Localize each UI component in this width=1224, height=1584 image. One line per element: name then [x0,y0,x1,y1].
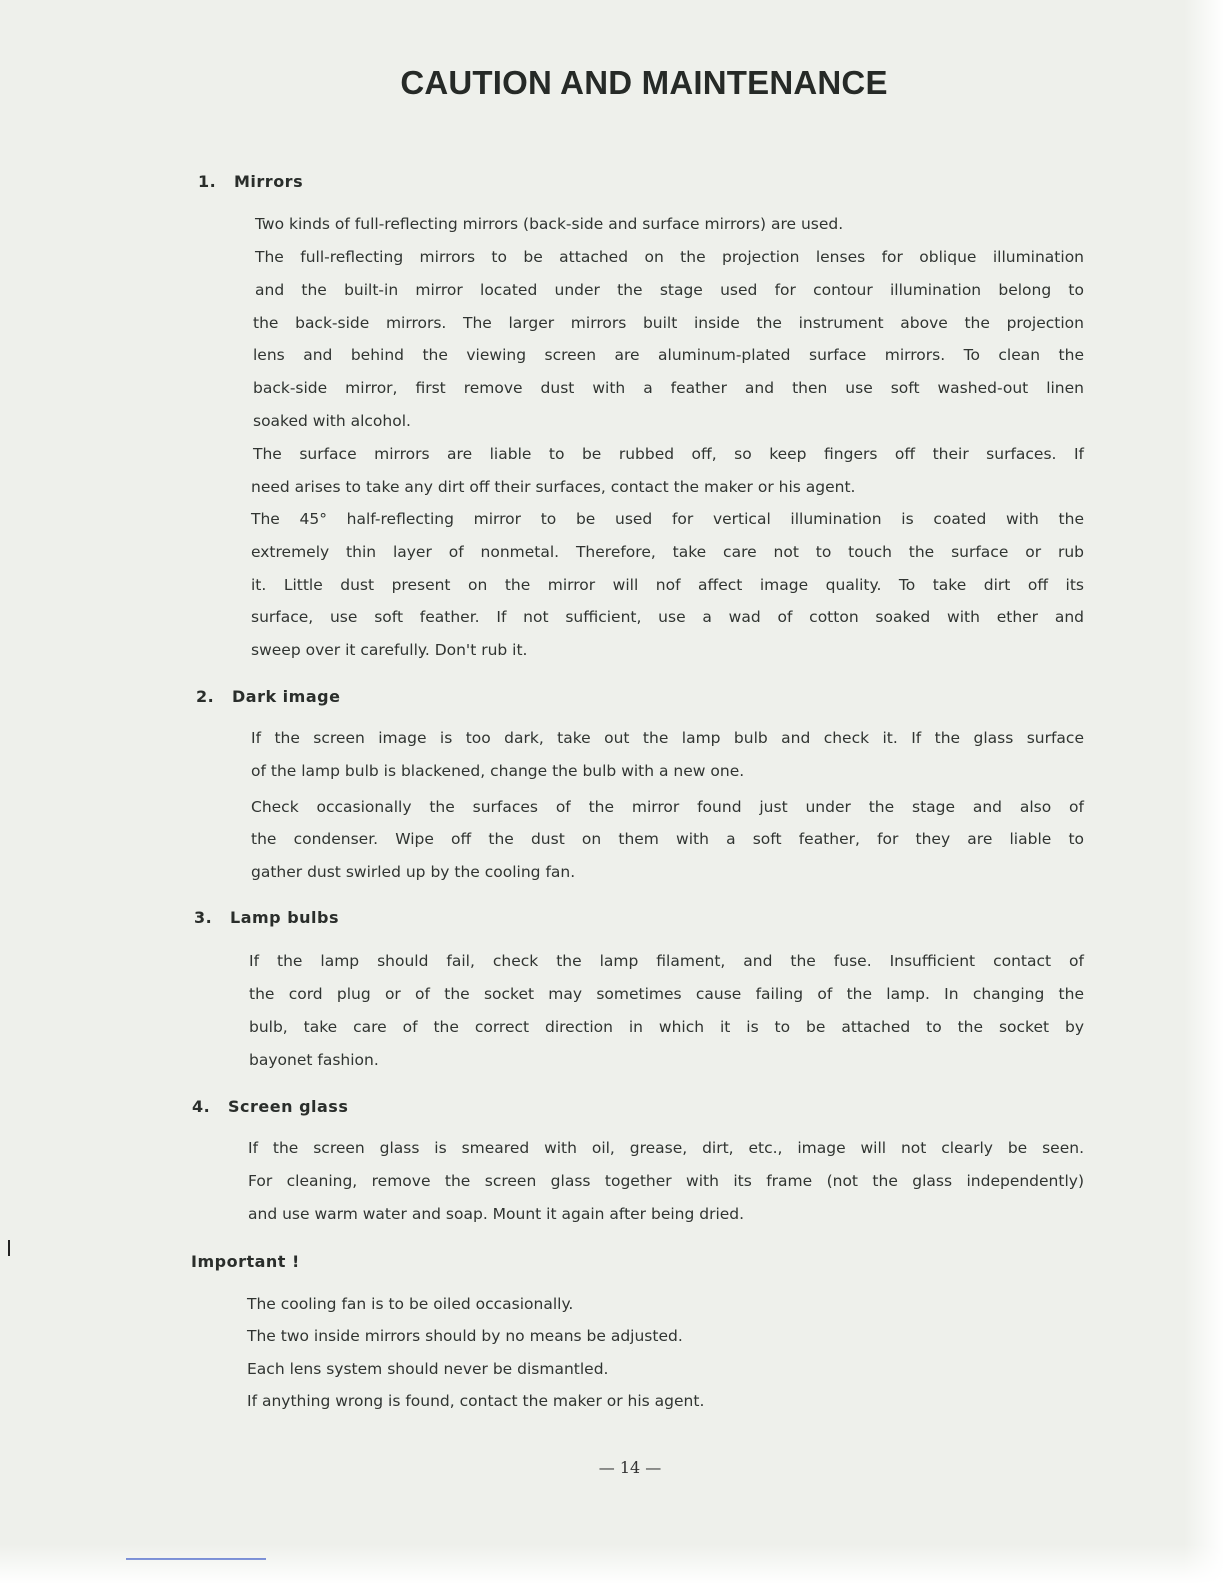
important-line: If anything wrong is found, contact the maker or his agent. [247,1392,705,1410]
important-line: The two inside mirrors should by no means be adjusted. [247,1327,683,1345]
scan-edge-right [1184,0,1224,1584]
paragraph-line: and use warm water and soap. Mount it again after being dried. [248,1205,745,1223]
section-number: 1. [198,172,217,191]
important-line: The cooling fan is to be oiled occasionally. [247,1295,574,1313]
paragraph-line: of the lamp bulb is blackened, change the bulb with a new one. [251,762,745,780]
section-title: Mirrors [234,172,304,191]
paragraph-line: it. Little dust present on the mirror will nof affect image quality. To take dirt off its [251,576,1084,594]
paragraph-line: The 45° half-reflecting mirror to be used for vertical illumination is coated with the [251,510,1084,528]
paragraph-line: gather dust swirled up by the cooling fan. [251,863,576,881]
section-heading-mirrors [198,172,303,191]
paragraph-line: bulb, take care of the correct direction in which it is to be attached to the socket by [249,1018,1084,1036]
paragraph-line: lens and behind the viewing screen are aluminum-plated surface mirrors. To clean the [253,346,1084,364]
paragraph-line: The surface mirrors are liable to be rubbed off, so keep fingers off their surfaces. If [253,445,1084,463]
paragraph-line: surface, use soft feather. If not sufficient, use a wad of cotton soaked with ether and [251,608,1084,626]
paragraph-line: The full-reflecting mirrors to be attached on the projection lenses for oblique illumination [255,248,1084,266]
paragraph-line: extremely thin layer of nonmetal. Therefore, take care not to touch the surface or rub [251,543,1084,561]
paragraph-line: back-side mirror, first remove dust with a feather and then use soft washed-out linen [253,379,1084,397]
paragraph-line: Two kinds of full-reflecting mirrors (back-side and surface mirrors) are used. [255,215,844,233]
section-heading-lamp-bulbs [194,908,339,927]
scan-edge-bottom [0,1544,1224,1584]
section-number: 3. [194,908,213,927]
paragraph-line: the condenser. Wipe off the dust on them with a soft feather, for they are liable to [251,830,1084,848]
paragraph-line: the back-side mirrors. The larger mirrors built inside the instrument above the projection [253,314,1084,332]
page-title: CAUTION AND MAINTENANCE [400,64,888,101]
paragraph-line: soaked with alcohol. [253,412,411,430]
paragraph-line: sweep over it carefully. Don't rub it. [251,641,528,659]
paragraph-line: If the screen image is too dark, take out the lamp bulb and check it. If the glass surface [251,729,1084,747]
paragraph-line: If the screen glass is smeared with oil, grease, dirt, etc., image will not clearly be seen. [248,1139,1084,1157]
section-heading-screen-glass [192,1097,348,1116]
paragraph-line: If the lamp should fail, check the lamp filament, and the fuse. Insufficient contact of [249,952,1084,970]
paragraph-line: and the built-in mirror located under the stage used for contour illumination belong to [255,281,1084,299]
section-title: Lamp bulbs [230,908,339,927]
paragraph-line: bayonet fashion. [249,1051,379,1069]
section-heading-dark-image [196,687,340,706]
paragraph-line: Check occasionally the surfaces of the mirror found just under the stage and also of [251,798,1084,816]
section-number: 2. [196,687,215,706]
page-number: — 14 — [598,1458,662,1477]
section-title: Dark image [232,687,341,706]
important-line: Each lens system should never be dismantled. [247,1360,609,1378]
paragraph-line: need arises to take any dirt off their surfaces, contact the maker or his agent. [251,478,856,496]
important-heading: Important ! [191,1252,300,1271]
paragraph-line: For cleaning, remove the screen glass together with its frame (not the glass independently) [248,1172,1084,1190]
section-title: Screen glass [228,1097,349,1116]
paragraph-line: the cord plug or of the socket may sometimes cause failing of the lamp. In changing the [249,985,1084,1003]
section-number: 4. [192,1097,211,1116]
margin-mark [8,1240,10,1256]
